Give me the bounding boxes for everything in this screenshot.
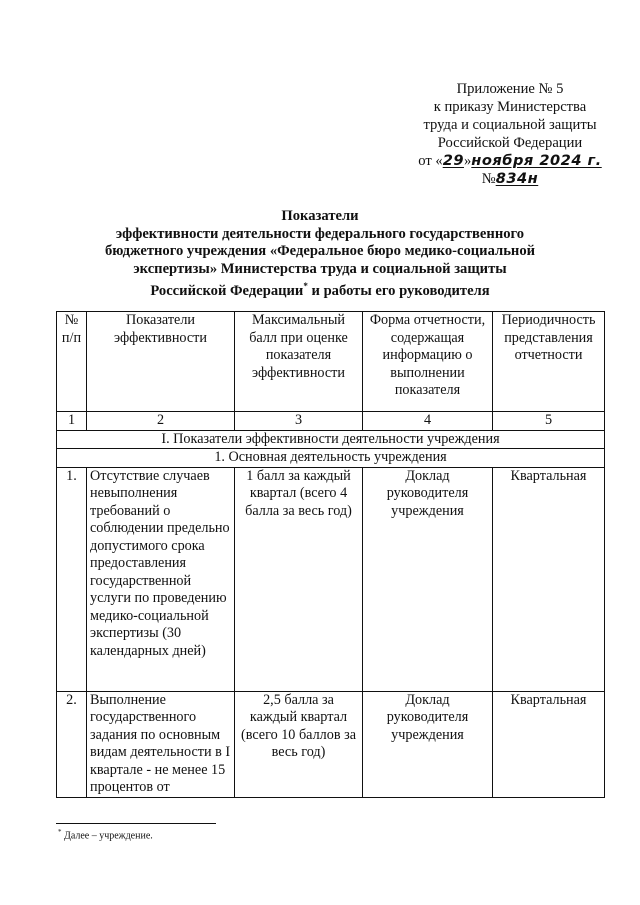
- title-line-1: Показатели: [281, 208, 359, 224]
- date-month-year: ноября 2024 г.: [471, 152, 602, 169]
- document-title: [90, 208, 550, 300]
- footnote-mark: *: [58, 828, 62, 836]
- row-1-number: 1.: [57, 467, 87, 691]
- table-row: [57, 467, 605, 691]
- title-footnote-mark: *: [303, 281, 308, 291]
- column-number-2: 2: [87, 412, 235, 431]
- footnote-divider: [56, 823, 216, 824]
- annex-number: Приложение № 5: [456, 81, 564, 97]
- column-numbers-row: [57, 412, 605, 431]
- number-prefix: №: [481, 171, 496, 187]
- row-2-period: Квартальная: [493, 691, 605, 797]
- title-line-5: [90, 278, 550, 300]
- row-1-report: Доклад руководителя учреждения: [363, 467, 493, 691]
- row-1-period: Квартальная: [493, 467, 605, 691]
- header-indicators: Показатели эффективности: [87, 312, 235, 412]
- column-number-5: 5: [493, 412, 605, 431]
- indicators-table: [56, 311, 605, 798]
- footnote-text: Далее – учреждение.: [61, 830, 153, 842]
- title-line-5a: Российской Федерации: [150, 282, 304, 299]
- annex-date-line: [392, 152, 628, 187]
- row-2-score: 2,5 балла за каждый квартал (всего 10 баллов за весь год): [235, 691, 363, 797]
- title-line-3: бюджетного учреждения «Федеральное бюро медико-социальной: [104, 243, 536, 259]
- date-separator: »: [464, 153, 472, 169]
- date-day: 29: [442, 152, 464, 169]
- header-number: № п/п: [57, 312, 87, 412]
- table-header-row: [57, 312, 605, 412]
- header-report-form: Форма отчетности, содержащая информацию о выполнении показателя: [363, 312, 493, 412]
- section-heading: I. Показатели эффективности деятельности учреждения: [57, 430, 605, 449]
- order-number: 834н: [495, 170, 539, 187]
- column-number-3: 3: [235, 412, 363, 431]
- subsection-heading: 1. Основная деятельность учреждения: [57, 449, 605, 468]
- header-periodicity: Периодичность представления отчетности: [493, 312, 605, 412]
- annex-federation-line: Российской Федерации: [437, 135, 583, 151]
- header-max-score: Максимальный балл при оценке показателя эффективности: [235, 312, 363, 412]
- annex-block: [392, 80, 628, 187]
- column-number-4: 4: [363, 412, 493, 431]
- footnote: [58, 826, 153, 842]
- row-1-score: 1 балл за каждый квартал (всего 4 балла за весь год): [235, 467, 363, 691]
- row-2-report: Доклад руководителя учреждения: [363, 691, 493, 797]
- row-2-number: 2.: [57, 691, 87, 797]
- title-line-5b: и работы его руководителя: [307, 282, 490, 299]
- table-row: [57, 691, 605, 797]
- title-line-2: эффективности деятельности федерального государственного: [115, 225, 525, 242]
- section-heading-row: [57, 430, 605, 449]
- row-2-indicator: Выполнение государственного задания по основным видам деятельности в I квартале - не менее 15 процентов от: [87, 691, 235, 797]
- subsection-heading-row: [57, 449, 605, 468]
- annex-ministry-line: труда и социальной защиты: [423, 117, 597, 133]
- row-1-indicator: Отсутствие случаев невыполнения требований о соблюдении предельно допустимого срока предоставления государственной услуги по проведению медико-социальной экспертизы (30 календарных дней): [87, 467, 235, 691]
- title-line-4: экспертизы» Министерства труда и социальной защиты: [133, 260, 507, 277]
- column-number-1: 1: [57, 412, 87, 431]
- date-prefix: от «: [418, 153, 443, 169]
- annex-order-line: к приказу Министерства: [433, 99, 587, 115]
